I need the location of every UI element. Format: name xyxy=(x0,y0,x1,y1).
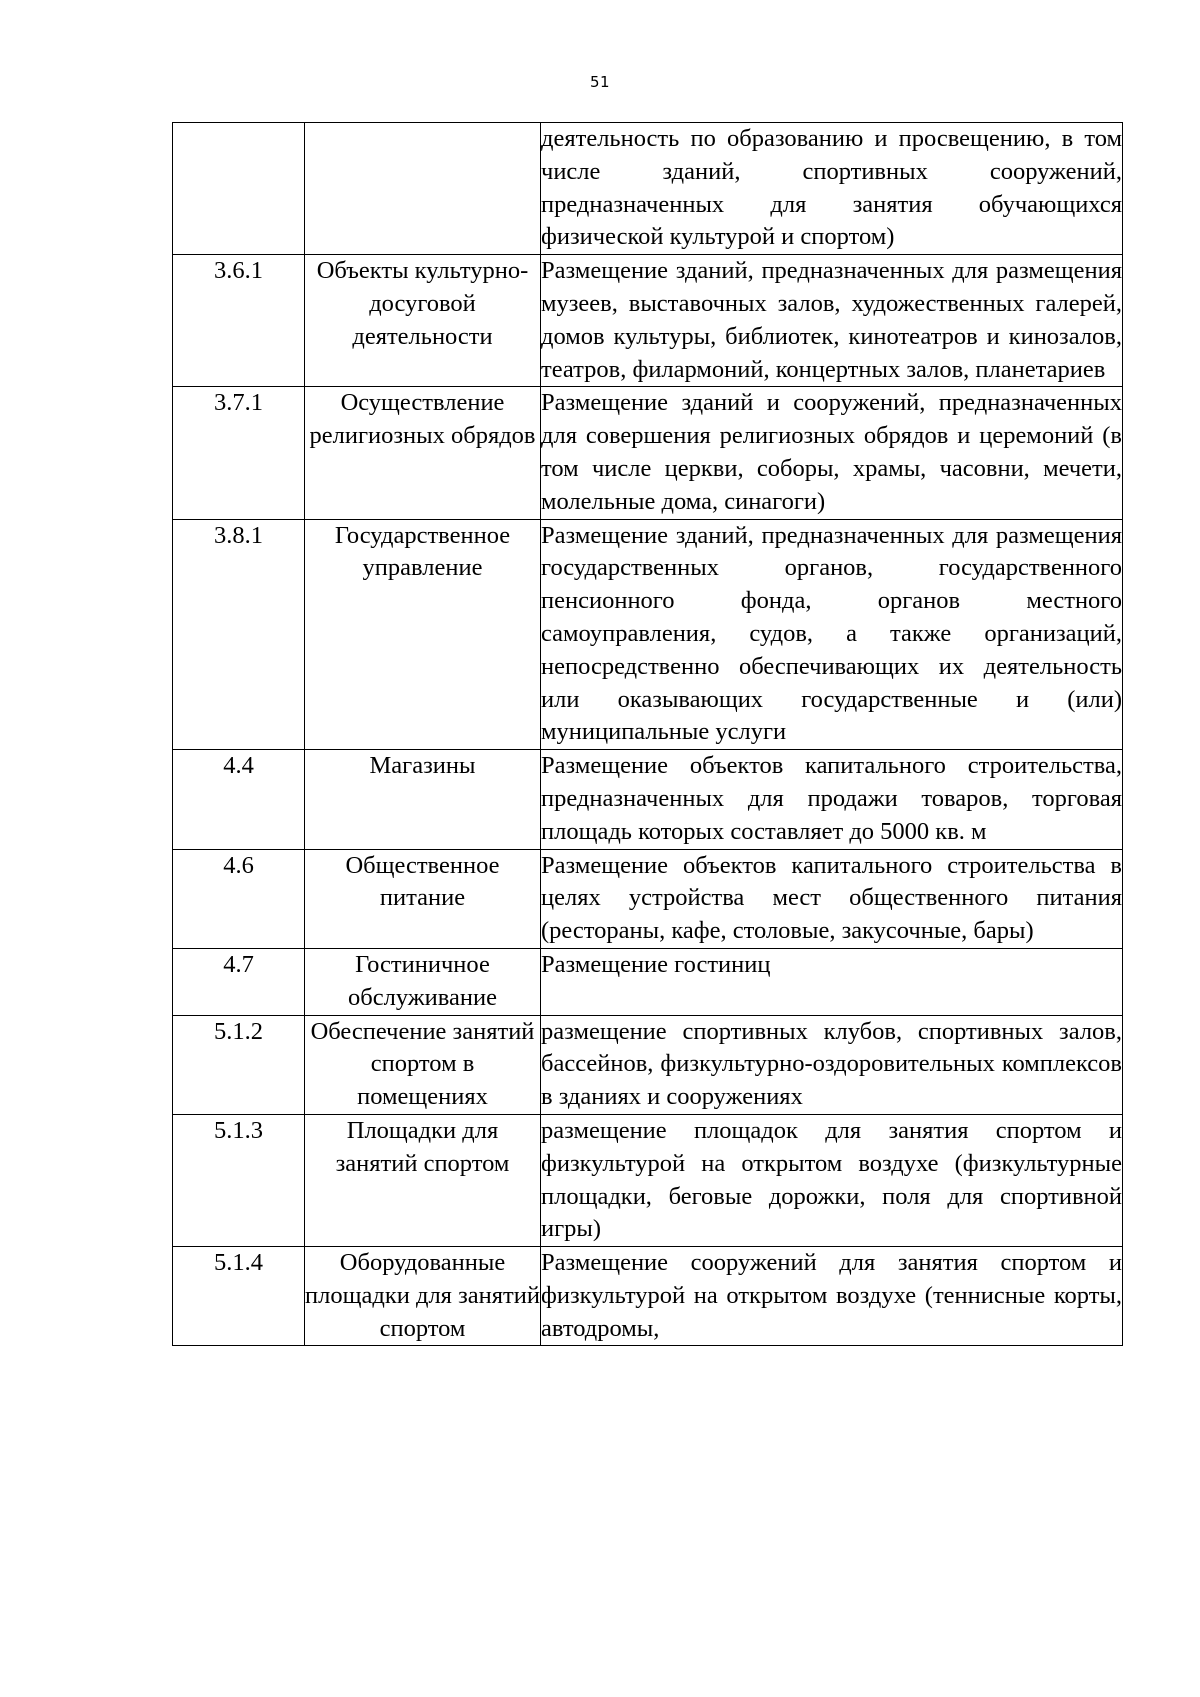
row-name: Оборудованные площадки для занятий спортом xyxy=(305,1247,541,1346)
table-row xyxy=(173,750,1123,849)
row-name xyxy=(305,123,541,255)
row-description: Размещение зданий, предназначенных для размещения государственных органов, государственного пенсионного фонда, органов местного самоуправления, судов, а также организаций, непосредственно обеспечивающих их деятельность или оказывающих государственные и (или) муниципальные услуги xyxy=(541,519,1123,750)
row-name: Площадки для занятий спортом xyxy=(305,1114,541,1246)
row-description: Размещение объектов капитального строительства, предназначенных для продажи товаров, торговая площадь которых составляет до 5000 кв. м xyxy=(541,750,1123,849)
row-name: Гостиничное обслуживание xyxy=(305,948,541,1015)
page-number: 51 xyxy=(589,73,611,91)
row-name: Осуществление религиозных обрядов xyxy=(305,387,541,519)
row-description: размещение площадок для занятия спортом и физкультурой на открытом воздухе (физкультурные площадки, беговые дорожки, поля для спортивной игры) xyxy=(541,1114,1123,1246)
table-row xyxy=(173,948,1123,1015)
row-code: 4.6 xyxy=(173,849,305,948)
table-row xyxy=(173,123,1123,255)
row-description: размещение спортивных клубов, спортивных залов, бассейнов, физкультурно-оздоровительных комплексов в зданиях и сооружениях xyxy=(541,1015,1123,1114)
row-code: 4.7 xyxy=(173,948,305,1015)
row-name: Магазины xyxy=(305,750,541,849)
table-row xyxy=(173,1015,1123,1114)
row-name: Обеспечение занятий спортом в помещениях xyxy=(305,1015,541,1114)
row-description: Размещение зданий, предназначенных для размещения музеев, выставочных залов, художественных галерей, домов культуры, библиотек, кинотеатров и кинозалов, театров, филармоний, концертных залов, планетариев xyxy=(541,255,1123,387)
row-code: 3.8.1 xyxy=(173,519,305,750)
row-description: деятельность по образованию и просвещению, в том числе зданий, спортивных сооружений, предназначенных для занятия обучающихся физической культурой и спортом) xyxy=(541,123,1123,255)
row-description: Размещение сооружений для занятия спортом и физкультурой на открытом воздухе (теннисные корты, автодромы, xyxy=(541,1247,1123,1346)
table-row xyxy=(173,1247,1123,1346)
row-name: Объекты культурно-досуговой деятельности xyxy=(305,255,541,387)
row-description: Размещение объектов капитального строительства в целях устройства мест общественного питания (рестораны, кафе, столовые, закусочные, бары) xyxy=(541,849,1123,948)
row-name: Государственное управление xyxy=(305,519,541,750)
row-description: Размещение зданий и сооружений, предназначенных для совершения религиозных обрядов и церемоний (в том числе церкви, соборы, храмы, часовни, мечети, молельные дома, синагоги) xyxy=(541,387,1123,519)
table-row xyxy=(173,519,1123,750)
row-description: Размещение гостиниц xyxy=(541,948,1123,1015)
row-code: 4.4 xyxy=(173,750,305,849)
table-row xyxy=(173,387,1123,519)
row-code: 3.7.1 xyxy=(173,387,305,519)
table-row xyxy=(173,849,1123,948)
land-use-table xyxy=(172,122,1123,1346)
row-code: 5.1.4 xyxy=(173,1247,305,1346)
row-code: 3.6.1 xyxy=(173,255,305,387)
row-code: 5.1.2 xyxy=(173,1015,305,1114)
table-row xyxy=(173,1114,1123,1246)
row-name: Общественное питание xyxy=(305,849,541,948)
row-code xyxy=(173,123,305,255)
row-code: 5.1.3 xyxy=(173,1114,305,1246)
table-row xyxy=(173,255,1123,387)
